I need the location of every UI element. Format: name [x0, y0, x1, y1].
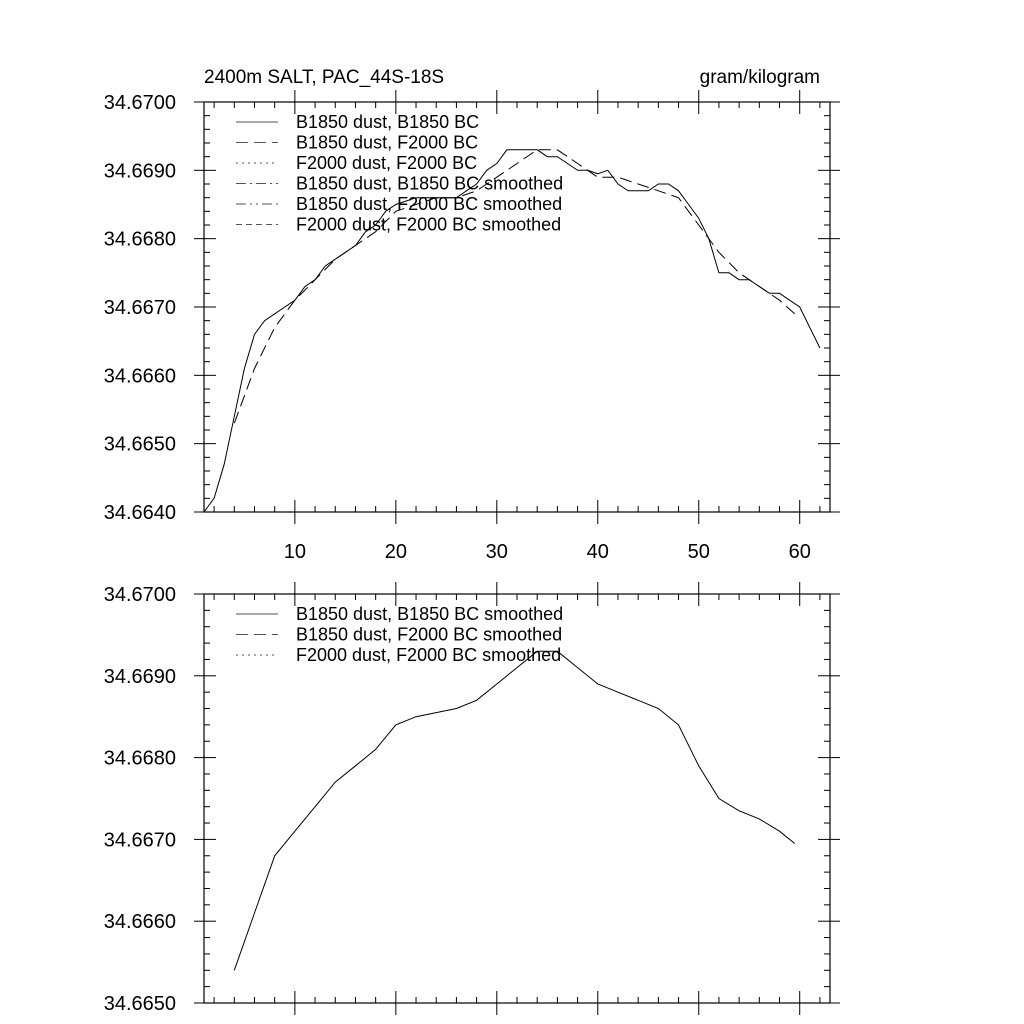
- y-tick-label: 34.6680: [103, 747, 176, 770]
- legend-label: B1850 dust, F2000 BC: [296, 132, 479, 153]
- y-tick-label: 34.6670: [103, 829, 176, 852]
- legend-label: B1850 dust, B1850 BC: [296, 112, 480, 132]
- y-tick-label: 34.6640: [103, 502, 176, 524]
- y-tick-label: 34.6660: [103, 911, 176, 934]
- y-tick-label: 34.6650: [103, 433, 176, 456]
- y-tick-label: 34.6650: [103, 993, 176, 1015]
- y-tick-label: 34.6700: [103, 584, 176, 606]
- y-tick-label: 34.6670: [103, 297, 176, 319]
- legend-label: B1850 dust, B1850 BC smoothed: [296, 604, 564, 624]
- legend-label: B1850 dust, B1850 BC smoothed: [296, 173, 564, 194]
- series-line-0: [234, 651, 794, 970]
- x-tick-label: 50: [687, 541, 710, 563]
- x-tick-label: 20: [384, 541, 407, 563]
- legend-label: F2000 dust, F2000 BC smoothed: [296, 645, 562, 665]
- legend-label: B1850 dust, F2000 BC smoothed: [296, 194, 563, 214]
- y-tick-label: 34.6690: [103, 160, 176, 183]
- legend-label: B1850 dust, F2000 BC smoothed: [296, 624, 563, 645]
- bottom-panel: [104, 582, 840, 1015]
- x-tick-label: 30: [485, 541, 508, 563]
- chart-title: 2400m SALT, PAC_44S-18S: [204, 67, 445, 88]
- y-tick-label: 34.6700: [103, 92, 176, 114]
- units-label: gram/kilogram: [699, 67, 820, 88]
- y-tick-label: 34.6660: [103, 365, 176, 388]
- y-tick-label: 34.6680: [103, 228, 176, 251]
- y-tick-label: 34.6690: [103, 665, 176, 688]
- legend-label: F2000 dust, F2000 BC: [296, 153, 478, 173]
- legend-label: F2000 dust, F2000 BC smoothed: [296, 214, 562, 235]
- top-panel: [104, 90, 840, 563]
- x-tick-label: 60: [788, 541, 811, 563]
- x-tick-label: 10: [283, 541, 306, 563]
- x-tick-label: 40: [586, 541, 609, 563]
